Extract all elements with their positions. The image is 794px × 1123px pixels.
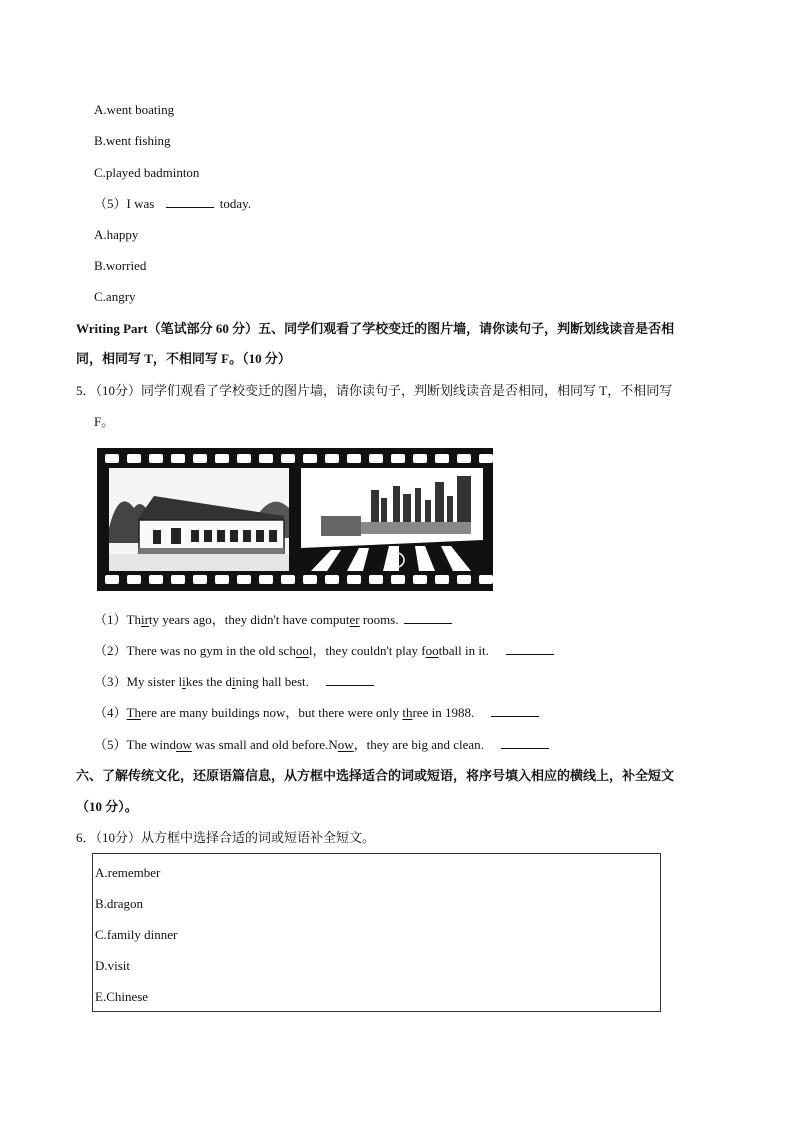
option-b: B.worried [94, 258, 147, 273]
sentence-text: ，they are big and clean. [353, 737, 484, 752]
question-5-title-cont: F。 [94, 414, 115, 429]
school-change-photo-strip [97, 448, 493, 591]
answer-blank[interactable] [326, 673, 374, 686]
question-4-5-prefix: （5）I was [94, 196, 155, 211]
underlined-sound: ow [175, 737, 192, 752]
sentence-text: tball in it. [438, 643, 489, 658]
question-5-title: 5．（10分）同学们观看了学校变迁的图片墙，请你读句子，判断划线读音是否相同，相同写 T，不相同写 [76, 383, 673, 398]
underlined-sound: ow [337, 737, 354, 752]
underlined-sound: i [231, 674, 236, 689]
underlined-sound: er [349, 612, 360, 627]
sentence-text: kes the d [185, 674, 232, 689]
sentence-5 [94, 736, 549, 754]
sentence-text: ning hall best. [235, 674, 309, 689]
word-option: A.remember [95, 865, 161, 880]
sentence-text: （4） [94, 705, 127, 720]
option-c: C.played badminton [94, 165, 200, 180]
new-school-photo [301, 468, 483, 571]
word-option: D.visit [95, 958, 131, 973]
section-6-heading-cont: （10 分）。 [76, 799, 138, 814]
answer-blank[interactable] [166, 195, 214, 208]
question-6-title: 6．（10分）从方框中选择合适的词或短语补全短文。 [76, 830, 376, 845]
underlined-sound: oo [295, 643, 309, 658]
sentence-text: ty years ago，they didn't have comput [148, 612, 350, 627]
writing-part-label: Writing Part [76, 321, 148, 336]
question-4-5-suffix: today. [219, 196, 252, 211]
writing-part-text: （笔试部分 60 分）五、同学们观看了学校变迁的图片墙，请你读句子，判断划线读音是否相 [147, 321, 675, 336]
writing-part-heading [76, 320, 674, 338]
underlined-sound: th [402, 705, 413, 720]
old-school-photo [109, 468, 289, 571]
answer-blank[interactable] [491, 704, 539, 717]
sentence-text: ree in 1988. [412, 705, 475, 720]
option-a: A.went boating [94, 102, 175, 117]
section-6-heading: 六、了解传统文化，还原语篇信息，从方框中选择适合的词或短语，将序号填入相应的横线上，补全短文 [76, 768, 675, 783]
sentence-text: l，they couldn't play f [308, 643, 426, 658]
word-option: B.dragon [95, 896, 144, 911]
option-b: B.went fishing [94, 133, 171, 148]
underlined-sound: oo [425, 643, 439, 658]
word-option: C.family dinner [95, 927, 178, 942]
sentence-text: （2）There was no gym in the old sch [94, 643, 296, 658]
sentence-2 [94, 642, 554, 660]
sentence-text: （1）Th [94, 612, 141, 627]
word-bank-box [92, 853, 661, 1012]
sentence-text: ere are many buildings now，but there were only [140, 705, 403, 720]
sentence-text: （5）The wind [94, 737, 176, 752]
sentence-text: （3）My sister l [94, 674, 183, 689]
underlined-sound: i [182, 674, 186, 689]
sentence-text: was small and old before.N [191, 737, 338, 752]
answer-blank[interactable] [404, 611, 452, 624]
option-a: A.happy [94, 227, 139, 242]
answer-blank[interactable] [501, 736, 549, 749]
sentence-3 [94, 673, 374, 691]
word-option: E.Chinese [95, 989, 149, 1004]
sentence-4 [94, 704, 539, 722]
underlined-sound: Th [126, 705, 141, 720]
sentence-1 [94, 611, 452, 629]
sentence-text: rooms. [359, 612, 399, 627]
option-c: C.angry [94, 289, 136, 304]
question-4-5 [94, 195, 251, 213]
writing-part-heading-cont: 同，相同写 T，不相同写 F。（10 分） [76, 351, 291, 366]
underlined-sound: ir [140, 612, 149, 627]
answer-blank[interactable] [506, 642, 554, 655]
